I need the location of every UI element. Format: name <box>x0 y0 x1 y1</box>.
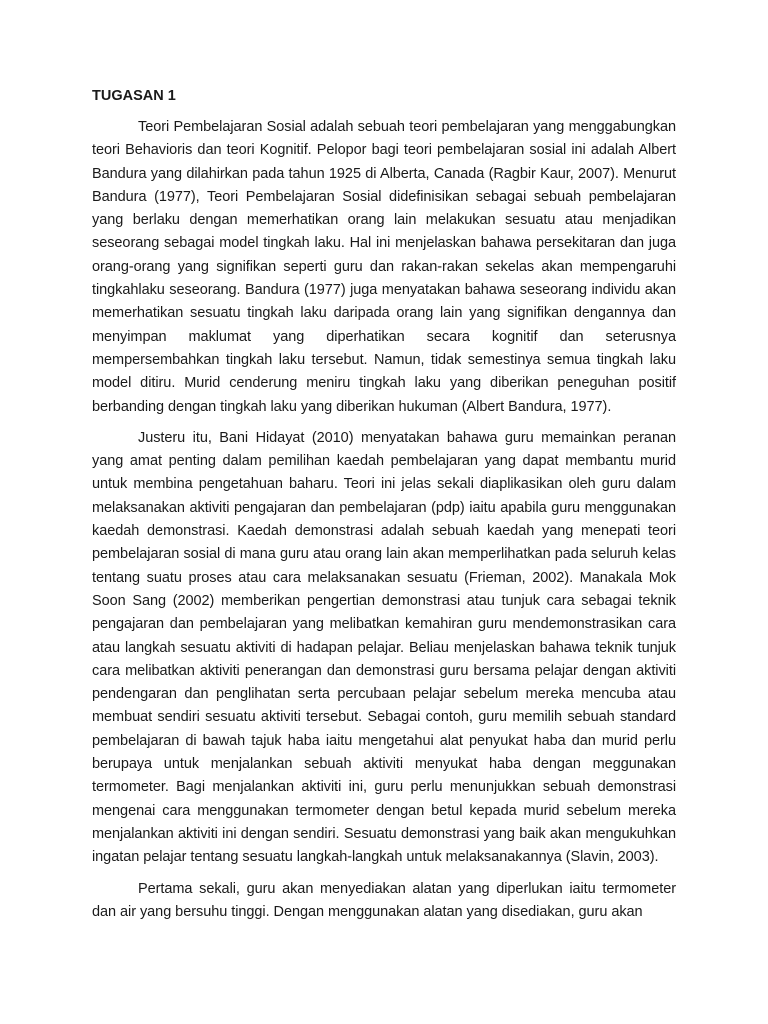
paragraph-2: Justeru itu, Bani Hidayat (2010) menyatakan bahawa guru memainkan peranan yang amat penting dalam pemilihan kaedah pembelajaran yang dapat membantu murid untuk membina pengetahuan baharu. Teori ini jelas sekali diaplikasikan oleh guru dalam melaksanakan aktiviti pengajaran dan pembelajaran (pdp) iaitu apabila guru menggunakan kaedah demonstrasi. Kaedah demonstrasi adalah sebuah kaedah yang menepati teori pembelajaran sosial di mana guru atau orang lain akan memperlihatkan pada seluruh kelas tentang suatu proses atau cara melaksanakan sesuatu (Frieman, 2002). Manakala Mok Soon Sang (2002) memberikan pengertian demonstrasi atau tunjuk cara sebagai teknik pengajaran dan pembelajaran yang melibatkan kemahiran guru mendemonstrasikan cara atau langkah sesuatu aktiviti di hadapan pelajar. Beliau menjelaskan bahawa teknik tunjuk cara melibatkan aktiviti penerangan dan demonstrasi guru bersama pelajar dengan aktiviti pendengaran dan penglihatan serta percubaan pelajar sebelum mereka mencuba atau membuat sendiri sesuatu aktiviti tersebut. Sebagai contoh, guru memilih sebuah standard pembelajaran di bawah tajuk haba iaitu mengetahui alat penyukat haba dan murid perlu berupaya untuk menjalankan sebuah aktiviti menyukat haba dengan meggunakan termometer. Bagi menjalankan aktiviti ini, guru perlu menunjukkan sebuah demonstrasi mengenai cara menggunakan termometer dengan betul kepada murid sebelum mereka menjalankan aktiviti ini dengan sendiri. Sesuatu demonstrasi yang baik akan mengukuhkan ingatan pelajar tentang sesuatu langkah-langkah untuk melaksanakannya (Slavin, 2003). <box>92 429 676 866</box>
paragraph-1: Teori Pembelajaran Sosial adalah sebuah teori pembelajaran yang menggabungkan teori Behavioris dan teori Kognitif. Pelopor bagi teori pembelajaran sosial ini adalah Albert Bandura yang dilahirkan pada tahun 1925 di Alberta, Canada (Ragbir Kaur, 2007). Menurut Bandura (1977), Teori Pembelajaran Sosial didefinisikan sebagai sebuah pembelajaran yang berlaku dengan memerhatikan orang lain melakukan sesuatu atau menjadikan seseorang sebagai model tingkah laku. Hal ini menjelaskan bahawa persekitaran dan juga orang-orang yang signifikan seperti guru dan rakan-rakan sekelas akan mempengaruhi tingkahlaku seseorang. Bandura (1977) juga menyatakan bahawa seseorang individu akan memerhatikan sesuatu tingkah laku daripada orang lain yang signifikan dengannya dan menyimpan maklumat yang diperhatikan secara kognitif dan seterusnya mempersembahkan tingkah laku tersebut. Namun, tidak semestinya semua tingkah laku model ditiru. Murid cenderung meniru tingkah laku yang diberikan peneguhan positif berbanding dengan tingkah laku yang diberikan hukuman (Albert Bandura, 1977). <box>92 119 676 415</box>
document-heading: TUGASAN 1 <box>92 88 176 104</box>
paragraph-3: Pertama sekali, guru akan menyediakan alatan yang diperlukan iaitu termometer dan air yang bersuhu tinggi. Dengan menggunakan alatan yang disediakan, guru akan <box>92 880 676 920</box>
